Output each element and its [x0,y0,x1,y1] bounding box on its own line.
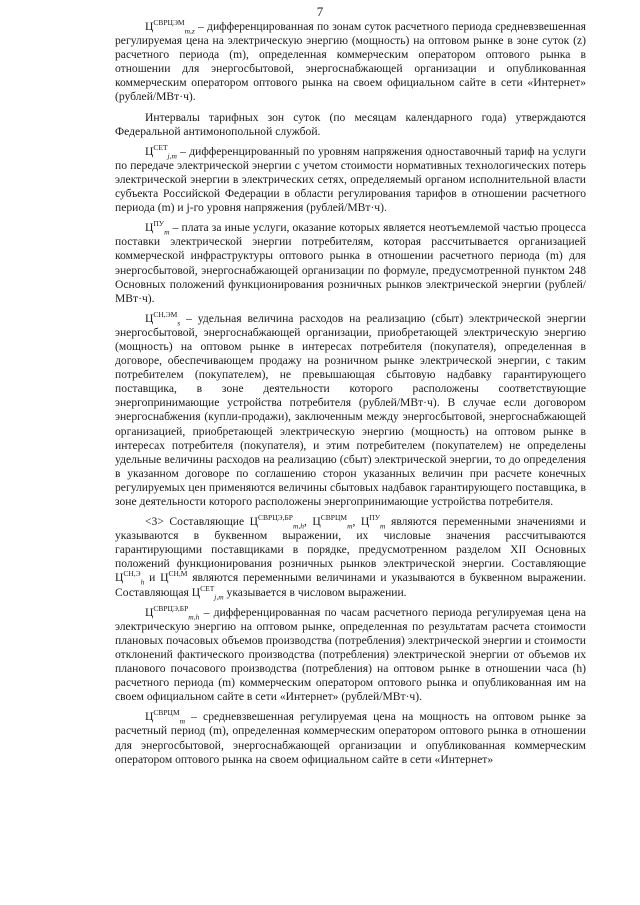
symbol-base: Ц [145,144,154,158]
symbol-superscript: СВРЦЭМ [153,18,185,28]
symbol-superscript: СН,М [168,569,188,579]
paragraph-text: <3> Составляющие $Ц^{СВРЦЭ,БР}_{m,h}$, $Ц^{СВРЦМ}_m$, $Ц^{ПУ}_m$ являются переменными значениями и указываются в буквенном выражении, их числовые значения рассчитываются гарантирующими поставщиками в порядке, предусмотренном разделом XII Основных положений функционирования розничных рынков электрической энергии. Составляющие $Ц^{СН,Э}_h$ и $Ц^{СН,М}$ являются переменными величинами и указываются в буквенном выражении. Составляющая $Ц^{СЕТ}_{j,m}$ указывается в числовом выражении. [115,513,587,601]
symbol-superscript: СВРЦЭ,БР [258,513,293,523]
symbol-superscript: СЕТ [153,142,168,152]
paragraph [115,111,586,139]
symbol-subscript: m [347,521,353,531]
paragraph [115,309,586,509]
paragraph [115,20,586,105]
symbol-superscript: ПУ [369,513,381,523]
price-symbol [145,708,186,726]
symbol-subscript: m,h [188,611,200,621]
paragraph-text: – дифференцированная по зонам суток расчетного периода средневзвешенная регулируемая цена на электрическую энергию (мощность) на оптовом рынке в зоне суток (z) расчетного периода (m), определенная коммерческим оператором оптового рынка в отношении для энергосбытовой, энергоснабжающей организации и опубликованная коммерческим оператором оптового рынка на своем официальном сайте в сети «Интернет» (рублей/МВт·ч). [115,20,586,104]
paragraph [115,710,586,766]
symbol-subscript: j,m [167,151,177,161]
paragraph [115,221,586,306]
symbol-base: Ц [145,605,154,619]
price-symbol: $Ц^{СН,Э}_h$ [115,569,145,587]
symbol-subscript: m,z [184,26,195,36]
symbol-base: Ц [145,311,154,325]
symbol-superscript: СВРЦЭ,БР [153,603,189,613]
paragraph-text: Интервалы тарифных зон суток (по месяцам календарного года) утверждаются Федеральной антимонопольной службой. [115,110,586,138]
document-body [115,20,586,767]
price-symbol [145,18,195,36]
price-symbol [145,603,200,621]
symbol-superscript: СВРЦМ [320,513,348,523]
symbol-subscript: m,h [292,521,304,531]
price-symbol: $Ц^{ПУ}_m$ [360,513,386,531]
paragraph-text: – дифференцированная по часам расчетного периода регулируемая цена на электрическую энергию на оптовом рынке, определенная по результатам расчета стоимости плановых почасовых объемов производства (потребления) электрической энергии и стоимости отклонений фактического производства (потребления) электрической энергии от объемов их планового почасового производства (потребления) на оптовом рынке в отношении часа (h) расчетного периода (m) коммерческим оператором оптового рынка и опубликованная им на своем официальном сайте в сети «Интернет» (рублей/МВт·ч). [115,605,586,704]
symbol-superscript: СЕТ [200,583,215,593]
paragraph [115,142,586,215]
symbol-subscript: m [179,716,186,726]
symbol-subscript: j,m [214,591,224,601]
paragraph [115,515,586,600]
symbol-base: Ц [145,221,154,235]
symbol-subscript: m [380,521,386,531]
price-symbol: $Ц^{СЕТ}_{j,m}$ [191,583,224,601]
symbol-superscript: СН,Э [123,569,141,579]
symbol-base: Ц [145,20,154,33]
price-symbol: $Ц^{СВРЦМ}_m$ [312,513,353,531]
symbol-superscript: СВРЦМ [153,708,180,718]
symbol-base: Ц [145,710,154,724]
symbol-subscript: h [140,577,145,587]
paragraph-text: – плата за иные услуги, оказание которых является неотъемлемой частью процесса поставки электрической энергии потребителям, которая рассчитывается организацией коммерческой инфраструктуры оптового рынка в отношении расчетного периода (m) для энергосбытовой, энергоснабжающей организации по формуле, предусмотренной пунктом 248 Основных положений функционирования розничных рынков электрической энергии (рублей/МВт·ч). [115,221,586,305]
paragraph-text: – дифференцированный по уровням напряжения одноставочный тариф на услуги по передаче электрической энергии с учетом стоимости нормативных технологических потерь электрической энергии в электрических сетях, определяемый органом исполнительной власти субъекта Российской Федерации в области регулирования тарифов в отношении расчетного периода (m) и j-го уровня напряжения (рублей/МВт·ч). [115,144,586,215]
price-symbol [145,219,170,237]
paragraph-text: – удельная величина расходов на реализацию (сбыт) электрической энергии энергосбытовой, энергоснабжающей организации, приобретающей электрическую энергию (мощность) на оптовом рынке в интересах потребителя (покупателя), определенная в договоре, обеспечивающем продажу на розничном рынке электрической энергии, с таким потребителем (покупателем), не превышающая сбытовую надбавку гарантирующего поставщика, в зоне деятельности которого расположены соответствующие энергопринимающие устройства потребителя (рублей/МВт·ч). В случае если договором энергоснабжения (купли-продажи), заключенным между энергосбытовой, энергоснабжающей организацией, приобретающей электрическую энергию (мощность) на оптовом рынке в интересах потребителя (покупателя), и этим потребителем (покупателем) не определены удельные величины расходов на реализацию (сбыт) электрической энергии, то до определения в указанном договоре по соглашению сторон указанных величин при расчете конечных регулируемых цен применяются величины сбытовых надбавок гарантирующего поставщика, в зоне деятельности которого расположены энергопринимающие устройства потребителя. [115,311,586,508]
paragraph-text: – средневзвешенная регулируемая цена на мощность на оптовом рынке за расчетный период (m), определенная коммерческим оператором оптового рынка в отношении для энергосбытовой, энергоснабжающей организации и опубликованная коммерческим оператором оптового рынка на своем официальном сайте в сети «Интернет» [115,710,586,766]
symbol-subscript: m [164,227,170,237]
price-symbol [145,309,181,328]
symbol-superscript: ПУ [153,219,165,229]
symbol-superscript: СН,ЭМ [153,309,178,319]
paragraph [115,603,586,705]
symbol-subscript: s [177,318,181,328]
page-number: 7 [316,4,324,19]
price-symbol: $Ц^{СН,М}$ [160,569,188,585]
price-symbol [145,142,177,161]
price-symbol: $Ц^{СВРЦЭ,БР}_{m,h}$ [249,513,304,531]
